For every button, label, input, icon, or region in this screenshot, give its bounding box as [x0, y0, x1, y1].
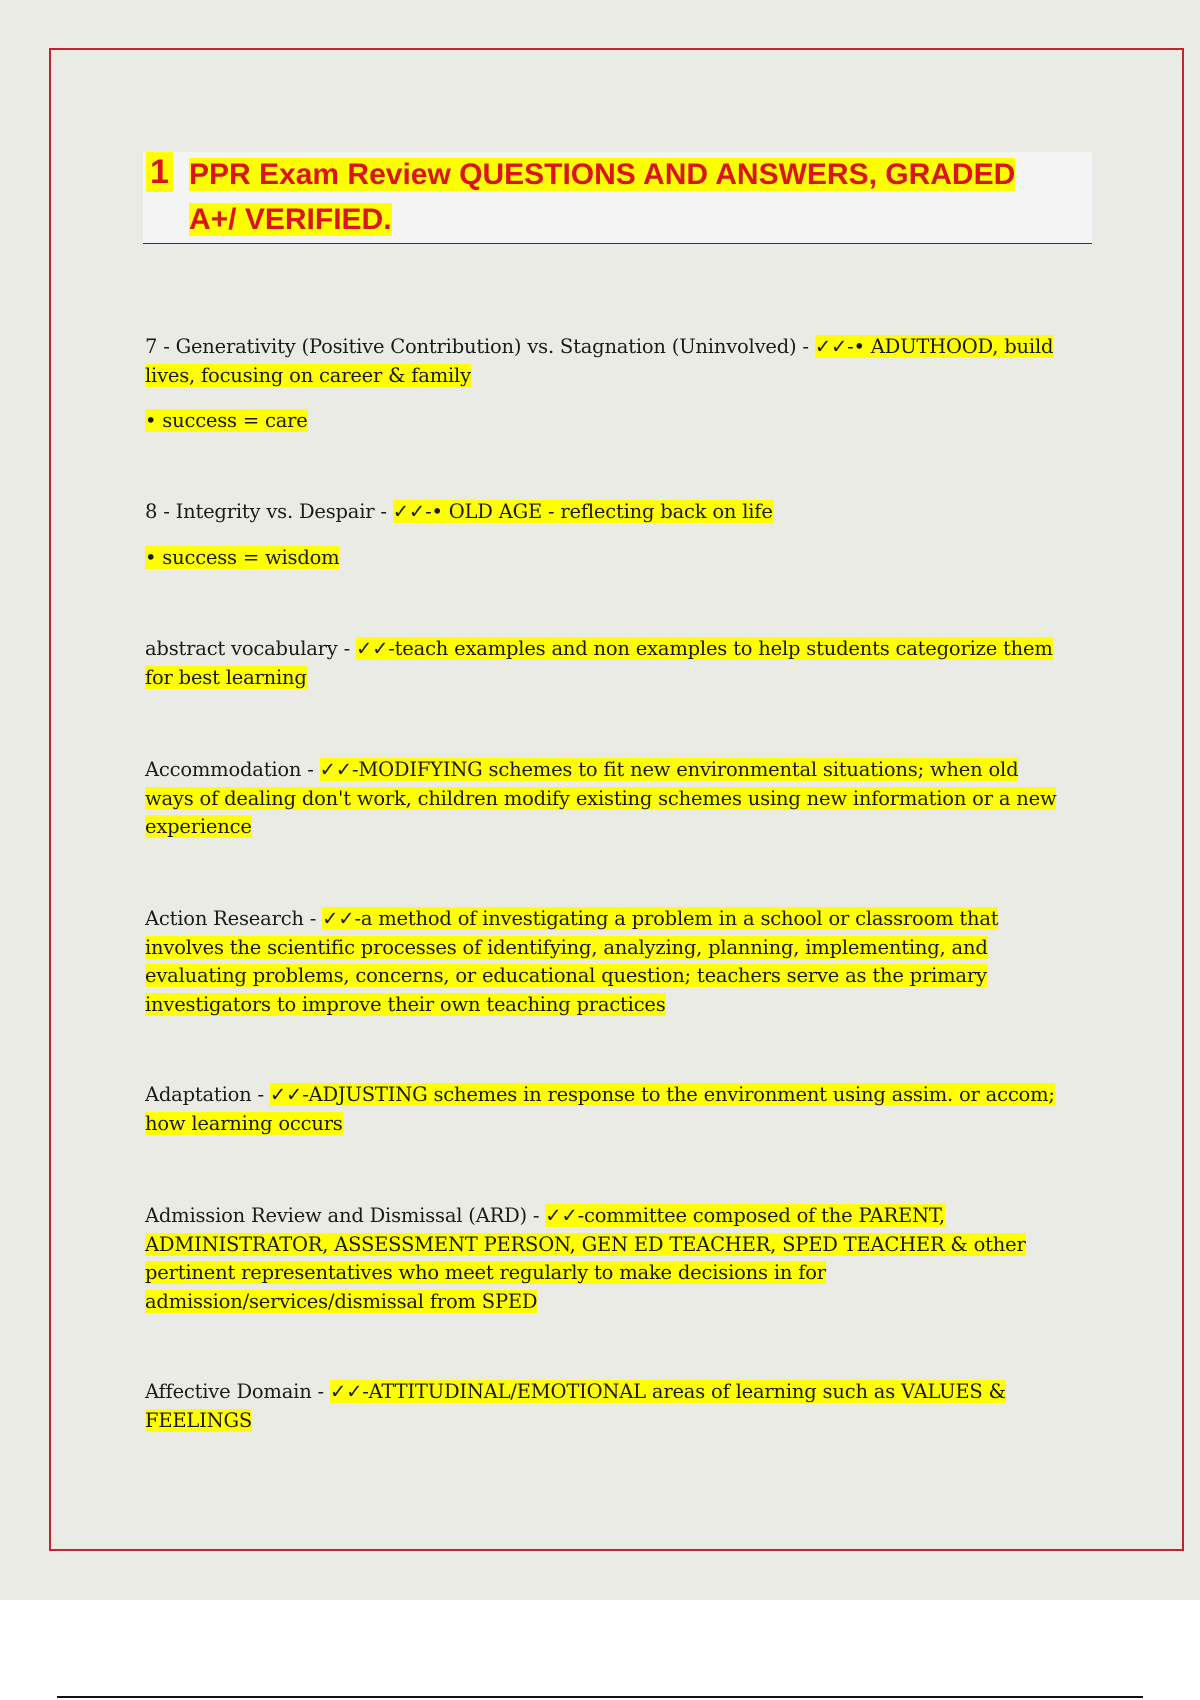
double-check-icon: ✓✓	[392, 500, 426, 523]
entry-term: Accommodation -	[145, 758, 320, 781]
entry-answer: ✓✓-MODIFYING schemes to fit new environmental situations; when old ways of dealing don't work, children modify existing schemes using new information or a new experience	[145, 758, 1057, 838]
entry-answer: ✓✓-• OLD AGE - reflecting back on life	[392, 500, 773, 523]
entry-generativity-note	[145, 407, 1065, 436]
entry-answer: ✓✓-a method of investigating a problem in a school or classroom that involves the scientific processes of identifying, analyzing, planning, implementing, and evaluating problems, concerns, or educational question; teachers serve as the primary investigators to improve their own teaching practices	[145, 907, 999, 1016]
entry-term: Adaptation -	[145, 1083, 270, 1106]
entry-integrity	[145, 498, 1065, 527]
entry-term: Action Research -	[145, 907, 323, 930]
entry-term: Affective Domain -	[145, 1380, 330, 1403]
document-title-text: PPR Exam Review QUESTIONS AND ANSWERS, GRADED A+/ VERIFIED.	[189, 158, 1016, 236]
double-check-icon: ✓✓	[269, 1083, 303, 1106]
entry-abstract-vocabulary	[145, 635, 1065, 692]
entry-integrity-note	[145, 544, 1065, 573]
entry-note: • success = wisdom	[145, 546, 340, 569]
entry-generativity	[145, 333, 1065, 390]
entry-term: 7 - Generativity (Positive Contribution) vs. Stagnation (Uninvolved) -	[145, 335, 815, 358]
section-number: 1	[146, 152, 173, 192]
entry-answer: ✓✓-teach examples and non examples to help students categorize them for best learning	[145, 637, 1053, 689]
entry-adaptation	[145, 1081, 1065, 1138]
double-check-icon: ✓✓	[545, 1204, 578, 1227]
double-check-icon: ✓✓	[329, 1380, 363, 1403]
double-check-icon: ✓✓	[319, 758, 352, 781]
document-title	[189, 152, 1069, 242]
entry-term: Admission Review and Dismissal (ARD) -	[145, 1204, 546, 1227]
entry-accommodation	[145, 756, 1065, 842]
double-check-icon: ✓✓	[356, 637, 389, 660]
entry-term: abstract vocabulary -	[145, 637, 356, 660]
entry-term: 8 - Integrity vs. Despair -	[145, 500, 393, 523]
entry-ard	[145, 1202, 1065, 1316]
entry-answer: ✓✓-ATTITUDINAL/EMOTIONAL areas of learning such as VALUES & FEELINGS	[145, 1380, 1006, 1432]
entry-answer: ✓✓-• ADUTHOOD, build lives, focusing on career & family	[145, 335, 1054, 387]
footer-rule	[57, 1696, 1143, 1698]
entry-answer: ✓✓-committee composed of the PARENT, ADMINISTRATOR, ASSESSMENT PERSON, GEN ED TEACHER, SPED TEACHER & other pertinent representatives who meet regularly to make decisions in for admission/services/dismissal from SPED	[145, 1204, 1026, 1313]
entry-affective-domain	[145, 1378, 1065, 1435]
double-check-icon: ✓✓	[814, 335, 848, 358]
entry-answer: ✓✓-ADJUSTING schemes in response to the environment using assim. or accom; how learning occurs	[145, 1083, 1055, 1135]
double-check-icon: ✓✓	[322, 907, 355, 930]
entry-note: • success = care	[145, 409, 308, 432]
entry-action-research	[145, 905, 1065, 1019]
